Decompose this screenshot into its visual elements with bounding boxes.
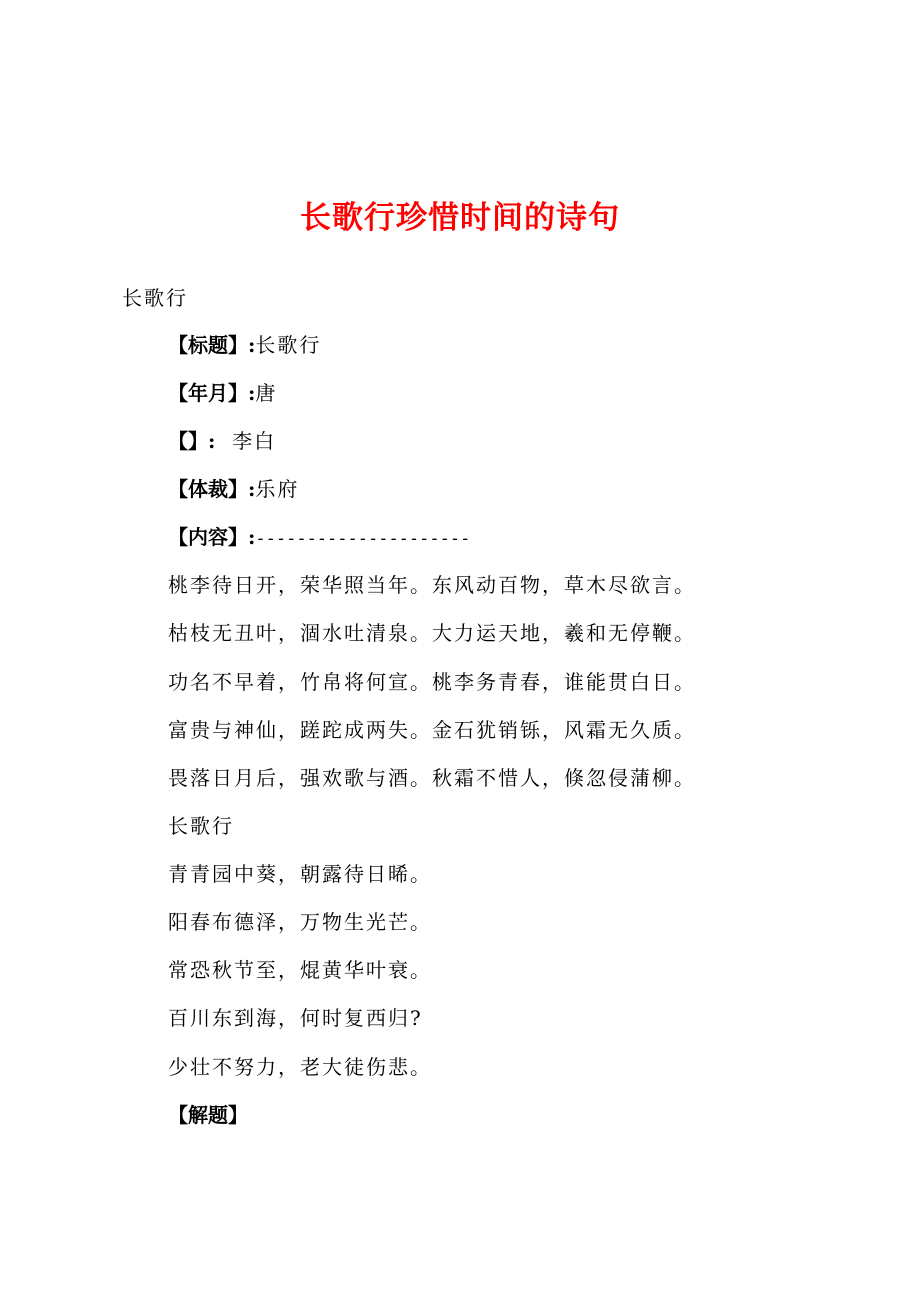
- meta-label: 【】:: [168, 429, 216, 453]
- meta-label: 【体裁】:: [168, 477, 256, 501]
- meta-row-content: [168, 523, 470, 553]
- meta-label: 【内容】:: [168, 525, 256, 549]
- page-title: 长歌行珍惜时间的诗句: [300, 200, 620, 236]
- poem1-line: 畏落日月后，强欢歌与酒。秋霜不惜人，倏忽侵蒲柳。: [168, 766, 696, 790]
- poem2-line: 青青园中葵，朝露待日晞。: [168, 862, 432, 886]
- meta-label: 【年月】:: [168, 381, 256, 405]
- meta-value: 乐府: [255, 477, 300, 501]
- poem2-line: 阳春布德泽，万物生光芒。: [168, 910, 432, 934]
- poem1-line: 枯枝无丑叶，涸水吐清泉。大力运天地，羲和无停鞭。: [168, 621, 696, 645]
- meta-value: 李白: [215, 429, 277, 453]
- meta-row-era: [168, 379, 277, 407]
- poem2-line: 常恐秋节至，焜黄华叶衰。: [168, 958, 432, 982]
- meta-value: 唐: [255, 381, 278, 405]
- meta-row-author: [168, 427, 276, 455]
- poem2-title: 长歌行: [168, 814, 234, 838]
- meta-row-title: [168, 331, 321, 359]
- meta-value: ---------------------: [255, 529, 471, 549]
- explain-label: 【解题】: [168, 1103, 248, 1127]
- meta-label: 【标题】:: [168, 333, 256, 357]
- poem2-line: 少壮不努力，老大徒伤悲。: [168, 1055, 432, 1079]
- section-heading: 长歌行: [122, 286, 188, 310]
- meta-value: 长歌行: [255, 333, 322, 357]
- poem1-line: 功名不早着，竹帛将何宣。桃李务青春，谁能贯白日。: [168, 670, 696, 694]
- poem2-line: 百川东到海，何时复西归?: [168, 1006, 423, 1030]
- poem1-line: 桃李待日开，荣华照当年。东风动百物，草木尽欲言。: [168, 573, 696, 597]
- poem1-line: 富贵与神仙，蹉跎成两失。金石犹销铄，风霜无久质。: [168, 718, 696, 742]
- meta-row-genre: [168, 475, 299, 503]
